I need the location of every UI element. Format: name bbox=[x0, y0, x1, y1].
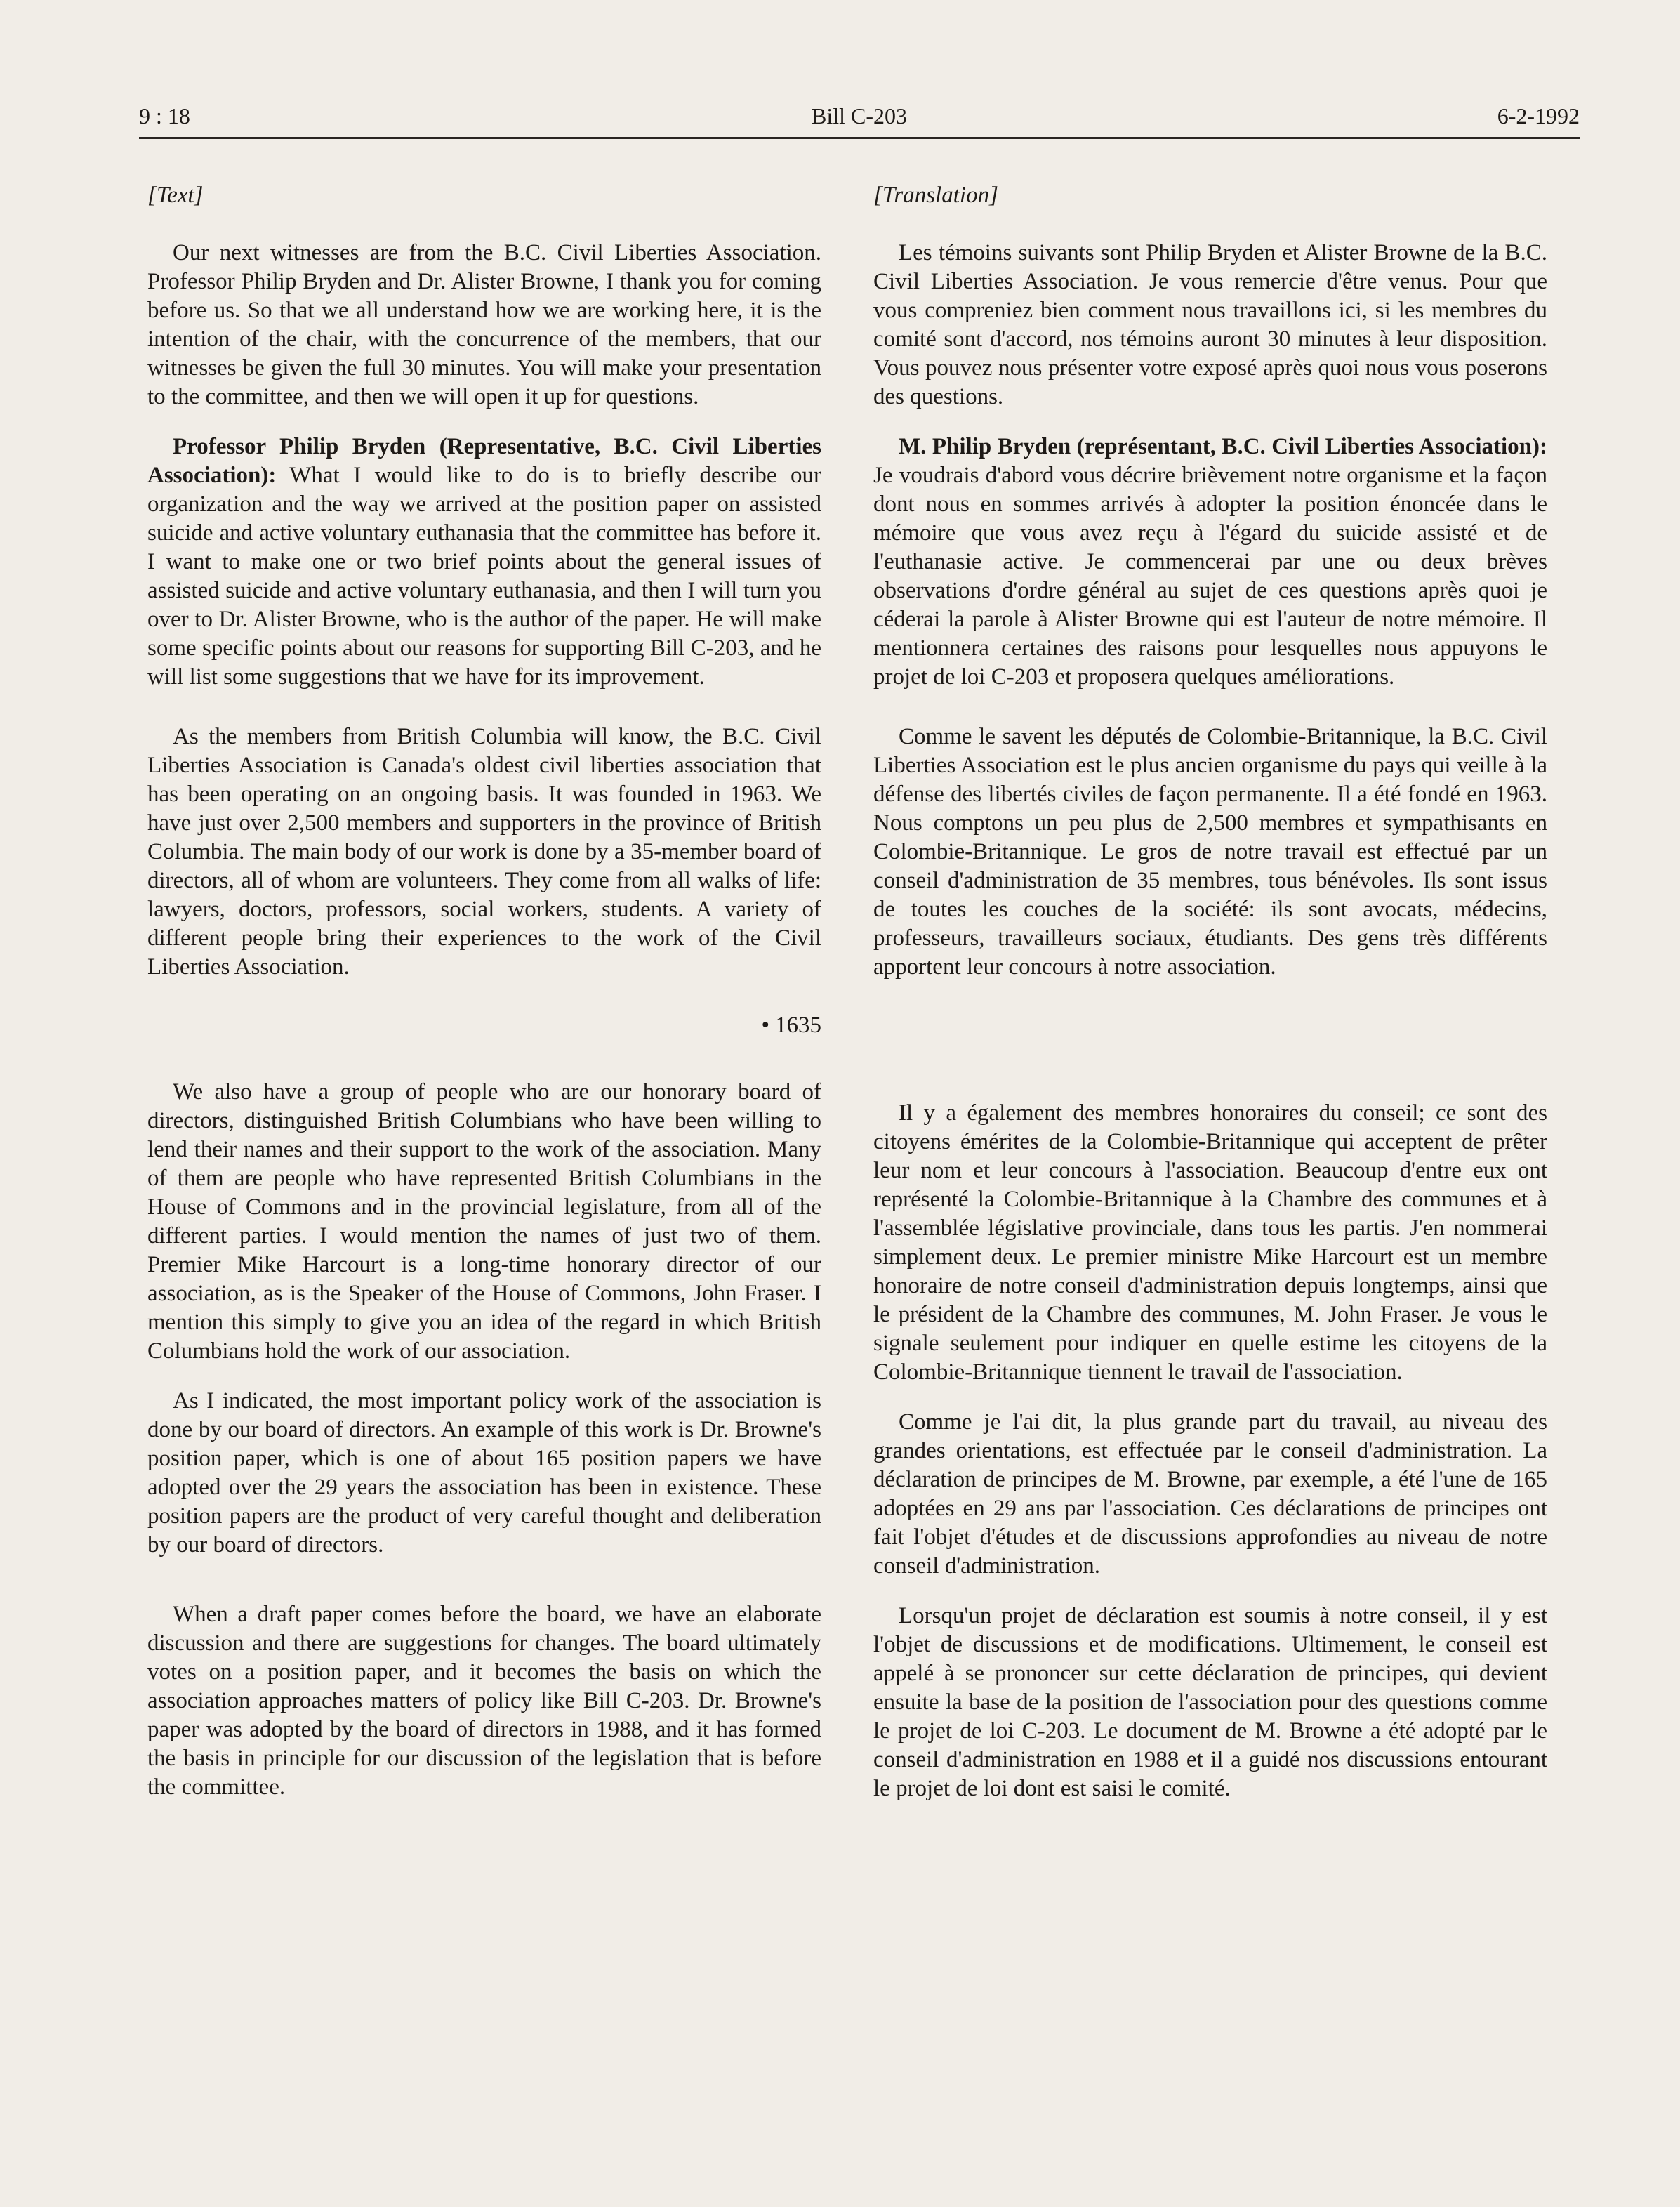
speaker-name: Professor Philip Bryden (Representative, B.C. Civil Liberties Association): bbox=[147, 434, 821, 488]
english-paragraph-3: As the members from British Columbia will know, the B.C. Civil Liberties Association is Canada's oldest civil liberties association that has been operating on an ongoing basis. It was founded in 1963. We have just over 2,500 members and supporters in the province of British Columbia. The main body of our work is done by a 35-member board of directors, all of whom are volunteers. They come from all walks of life: lawyers, doctors, professors, social workers, students. A variety of different people bring their experiences to the work of the Civil Liberties Association. bbox=[147, 724, 821, 980]
english-paragraph-5: As I indicated, the most important policy work of the association is done by our board of directors. An example of this work is Dr. Browne's position paper, which is one of about 165 position papers we have adopted over the 29 years the association has been in existence. These position papers are the product of very careful thought and deliberation by our board of directors. bbox=[147, 1388, 821, 1557]
english-column bbox=[147, 181, 821, 1823]
page-header bbox=[139, 102, 1580, 139]
french-paragraph-6: Lorsqu'un projet de déclaration est soumis à notre conseil, il y est l'objet de discussions et de modifications. Ultimement, le conseil est appelé à se prononcer sur cette déclaration de principes, qui devient ensuite la base de la position de l'association pour des questions comme le projet de loi C-203. Le document de M. Browne a été adopté par le conseil d'administration en 1988 et il a guidé nos discussions entourant le projet de loi dont est saisi le comité. bbox=[873, 1603, 1547, 1801]
english-paragraph-4: We also have a group of people who are our honorary board of directors, distinguished British Columbians who have been willing to lend their names and their support to the work of the association. Many of them are people who have represented British Columbians in the House of Commons and in the provincial legislature, from all of the different parties. I would mention the names of just two of them. Premier Mike Harcourt is a long-time honorary director of our association, as is the Speaker of the House of Commons, John Fraser. I mention this simply to give you an idea of the regard in which British Columbians hold the work of our association. bbox=[147, 1079, 821, 1364]
page-number: 9 : 18 bbox=[139, 103, 190, 129]
french-paragraph-3: Comme le savent les députés de Colombie-Britannique, la B.C. Civil Liberties Association est le plus ancien organisme du pays qui veille à la défense des libertés civiles de façon permanente. Il a été fondé en 1963. Nous comptons un peu plus de 2,500 membres et sympathisants en Colombie-Britannique. Le gros de notre travail est effectué par un conseil d'administration de 35 membres, tous bénévoles. Ils sont issus de toutes les couches de la société: ils sont avocats, médecins, professeurs, travailleurs sociaux, étudiants. Des gens très différents apportent leur concours à notre association. bbox=[873, 724, 1547, 980]
english-paragraph-2 bbox=[147, 433, 821, 692]
time-marker-value: 1635 bbox=[775, 1013, 821, 1038]
french-paragraph-5: Comme je l'ai dit, la plus grande part du travail, au niveau des grandes orientations, est effectuée par le conseil d'administration. La déclaration de principes de M. Browne, par exemple, a été l'une de 165 adoptées en 29 ans par l'association. Ces déclarations de principes ont fait l'objet d'études et de discussions approfondies au niveau de notre conseil d'administration. bbox=[873, 1409, 1547, 1579]
english-paragraph-1: Our next witnesses are from the B.C. Civil Liberties Association. Professor Philip Bryden and Dr. Alister Browne, I thank you for coming before us. So that we all understand how we are working here, it is the intention of the chair, with the concurrence of the members, that our witnesses be given the full 30 minutes. You will make your presentation to the committee, and then we will open it up for questions. bbox=[147, 240, 821, 409]
french-paragraph-2 bbox=[873, 433, 1547, 692]
french-paragraph-2-text: Je voudrais d'abord vous décrire brièvement notre organisme et la façon dont nous en sommes arrivés à adopter la position énoncée dans le mémoire que vous avez reçu à l'égard du suicide assisté et de l'euthanasie active. Je commencerai par une ou deux brèves observations d'ordre général au sujet de ces questions après quoi je céderai la parole à Alister Browne qui est l'auteur de notre mémoire. Il mentionnera certaines des raisons pour lesquelles nous appuyons le projet de loi C-203 et proposera quelques améliorations. bbox=[873, 463, 1547, 690]
bullet-icon: • bbox=[761, 1013, 769, 1038]
english-paragraph-6: When a draft paper comes before the board, we have an elaborate discussion and there are suggestions for changes. The board ultimately votes on a position paper, and it becomes the basis on which the association approaches matters of policy like Bill C-203. Dr. Browne's paper was adopted by the board of directors in 1988, and it has formed the basis in principle for our discussion of the legislation that is before the committee. bbox=[147, 1602, 821, 1800]
document-title: Bill C-203 bbox=[811, 103, 907, 129]
time-marker bbox=[147, 1011, 821, 1040]
french-column bbox=[873, 181, 1547, 1824]
speaker-name: M. Philip Bryden (représentant, B.C. Civil Liberties Association): bbox=[899, 434, 1547, 459]
french-paragraph-1: Les témoins suivants sont Philip Bryden et Alister Browne de la B.C. Civil Liberties Association. Je vous remercie d'être venus. Pour que vous compreniez bien comment nous travaillons ici, si les membres du comité sont d'accord, nos témoins auront 30 minutes à leur disposition. Vous pouvez nous présenter votre exposé après quoi nous vous poserons des questions. bbox=[873, 240, 1547, 409]
english-column-tag: [Text] bbox=[147, 183, 204, 208]
french-paragraph-4: Il y a également des membres honoraires du conseil; ce sont des citoyens émérites de la Colombie-Britannique qui acceptent de prêter leur nom et leur concours à l'association. Beaucoup d'entre eux ont représenté la Colombie-Britannique à la Chambre des communes et à l'assemblée législative provinciale, dans tous les partis. J'en nommerai simplement deux. Le premier ministre Mike Harcourt est un membre honoraire de notre conseil d'administration depuis longtemps, ainsi que le président de la Chambre des communes, M. John Fraser. Je vous le signale seulement pour indiquer en quelle estime les citoyens de la Colombie-Britannique tiennent le travail de l'association. bbox=[873, 1100, 1547, 1385]
french-column-tag: [Translation] bbox=[873, 183, 998, 208]
document-date: 6-2-1992 bbox=[1497, 103, 1580, 129]
english-paragraph-2-text: What I would like to do is to briefly describe our organization and the way we arrived at the position paper on assisted suicide and active voluntary euthanasia that the committee has before it. I want to make one or two brief points about the general issues of assisted suicide and active voluntary euthanasia, and then I will turn you over to Dr. Alister Browne, who is the author of the paper. He will make some specific points about our reasons for supporting Bill C-203, and he will list some suggestions that we have for its improvement. bbox=[147, 463, 821, 690]
